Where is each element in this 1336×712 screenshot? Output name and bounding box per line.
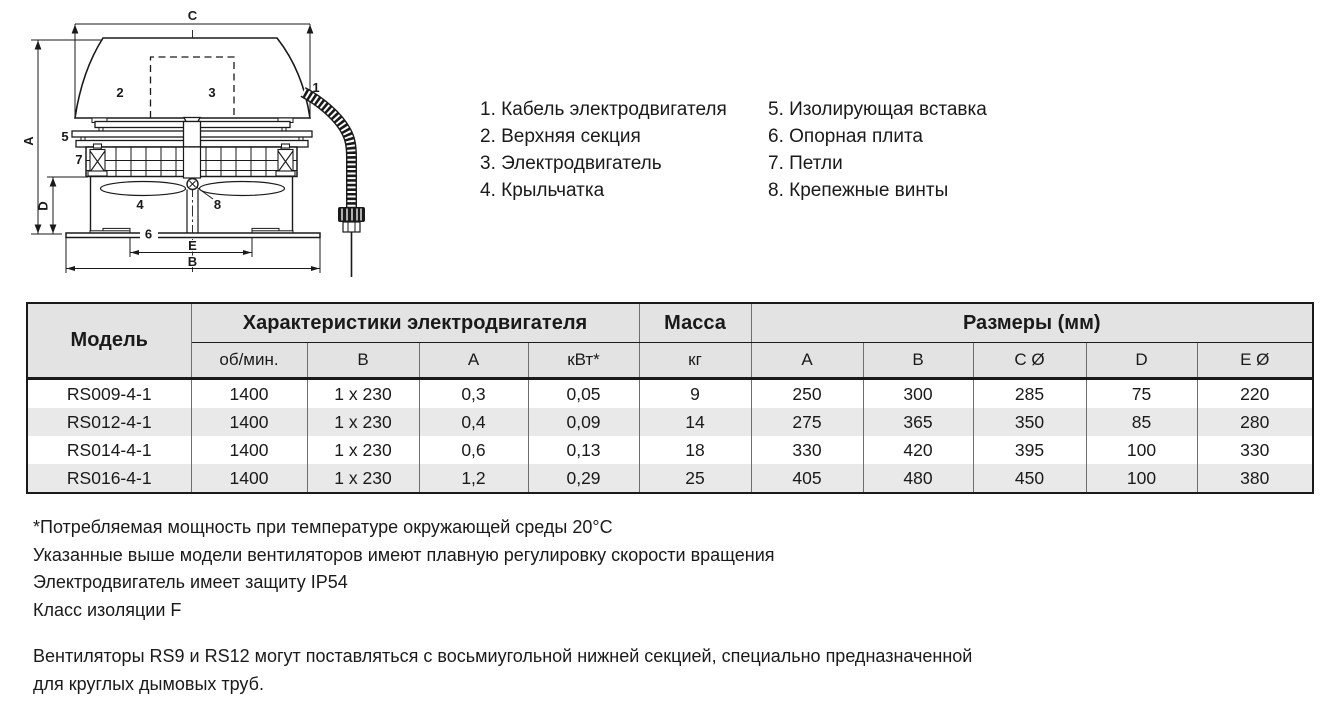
part-label-1: 1 (312, 80, 320, 95)
cell-volts: 1 x 230 (307, 408, 419, 436)
footnote-line: Класс изоляции F (33, 599, 182, 620)
dim-label-b: B (187, 254, 198, 269)
cell-kg: 14 (639, 408, 751, 436)
col-header-dim-d: D (1086, 343, 1197, 379)
col-header-dim-e: E Ø (1197, 343, 1313, 379)
table-row (27, 379, 1313, 409)
part-label-3: 3 (208, 85, 216, 100)
spec-table (26, 302, 1314, 494)
legend-item: 4. Крыльчатка (480, 180, 605, 201)
legend-item: 1. Кабель электродвигателя (480, 99, 727, 120)
col-header-dim-b: B (863, 343, 973, 379)
part-label-8: 8 (213, 197, 222, 212)
cell-dim-a: 330 (751, 436, 863, 464)
legend-item: 6. Опорная плита (768, 126, 923, 147)
cell-kw: 0,05 (528, 379, 639, 409)
cell-rpm: 1400 (191, 464, 307, 493)
cell-rpm: 1400 (191, 379, 307, 409)
cell-volts: 1 x 230 (307, 379, 419, 409)
cell-kw: 0,29 (528, 464, 639, 493)
footnotes-block (33, 514, 775, 624)
cable-conduit (303, 92, 365, 277)
cell-dim-a: 250 (751, 379, 863, 409)
cell-dim-e: 280 (1197, 408, 1313, 436)
cell-model: RS012-4-1 (27, 408, 191, 436)
cell-model: RS009-4-1 (27, 379, 191, 409)
cell-dim-a: 275 (751, 408, 863, 436)
cell-amps: 0,6 (419, 436, 528, 464)
col-header-dim-c: C Ø (973, 343, 1086, 379)
table-subheader-row (27, 343, 1313, 379)
cell-model: RS014-4-1 (27, 436, 191, 464)
legend-item: 3. Электродвигатель (480, 153, 662, 174)
part-label-5: 5 (61, 129, 69, 144)
part-label-6: 6 (144, 226, 153, 242)
dim-label-e: E (188, 238, 197, 253)
support-plate (66, 228, 320, 237)
cell-amps: 0,4 (419, 408, 528, 436)
cell-dim-b: 480 (863, 464, 973, 493)
cell-volts: 1 x 230 (307, 464, 419, 493)
cell-amps: 1,2 (419, 464, 528, 493)
col-header-dim-a: A (751, 343, 863, 379)
cell-rpm: 1400 (191, 408, 307, 436)
cell-dim-c: 395 (973, 436, 1086, 464)
cell-dim-e: 330 (1197, 436, 1313, 464)
col-header-kw: кВт* (528, 343, 639, 379)
footnote-line: Указанные выше модели вентиляторов имеют плавную регулировку скорости вращения (33, 544, 775, 565)
cell-dim-b: 420 (863, 436, 973, 464)
cell-dim-b: 300 (863, 379, 973, 409)
legend-item: 7. Петли (768, 153, 843, 174)
footer-paragraph (33, 643, 972, 698)
cell-dim-c: 285 (973, 379, 1086, 409)
cell-dim-d: 100 (1086, 464, 1197, 493)
table-row (27, 436, 1313, 464)
parts-legend (480, 96, 1056, 204)
cell-amps: 0,3 (419, 379, 528, 409)
col-header-amps: А (419, 343, 528, 379)
legend-item: 5. Изолирующая вставка (768, 99, 987, 120)
col-header-mass-group: Масса (639, 303, 751, 343)
cell-dim-d: 85 (1086, 408, 1197, 436)
legend-column-2 (768, 96, 1056, 204)
table-group-header-row (27, 303, 1313, 343)
table-row (27, 408, 1313, 436)
mesh-grille (86, 147, 297, 178)
dim-label-c: C (187, 8, 198, 23)
legend-item: 2. Верхняя секция (480, 126, 641, 147)
col-header-rpm: об/мин. (191, 343, 307, 379)
col-header-kg: кг (639, 343, 751, 379)
legend-column-1 (480, 96, 768, 204)
legend-item: 8. Крепежные винты (768, 180, 949, 201)
top-cap (75, 38, 310, 123)
dim-label-d: D (35, 201, 51, 211)
part-label-2: 2 (116, 85, 124, 100)
table-row (27, 464, 1313, 493)
cell-dim-e: 220 (1197, 379, 1313, 409)
dimension-d (47, 177, 88, 234)
cell-rpm: 1400 (191, 436, 307, 464)
footnote-line: Электродвигатель имеет защиту IP54 (33, 572, 348, 592)
cell-kw: 0,13 (528, 436, 639, 464)
cell-kg: 18 (639, 436, 751, 464)
footer-line: для круглых дымовых труб. (33, 673, 264, 694)
cell-model: RS016-4-1 (27, 464, 191, 493)
cell-kg: 25 (639, 464, 751, 493)
cell-dim-e: 380 (1197, 464, 1313, 493)
fan-drawing-svg (0, 0, 430, 295)
footnote-line: *Потребляемая мощность при температуре окружающей среды 20°C (33, 517, 613, 537)
col-header-model: Модель (27, 303, 191, 379)
cell-dim-b: 365 (863, 408, 973, 436)
cell-dim-a: 405 (751, 464, 863, 493)
col-header-volts: В (307, 343, 419, 379)
cell-dim-d: 75 (1086, 379, 1197, 409)
part-label-4: 4 (136, 197, 144, 212)
cell-kw: 0,09 (528, 408, 639, 436)
fan-technical-drawing (0, 0, 430, 295)
cell-kg: 9 (639, 379, 751, 409)
footer-line: Вентиляторы RS9 и RS12 могут поставляться с восьмиугольной нижней секцией, специально предназначенной (33, 646, 973, 666)
cell-dim-c: 350 (973, 408, 1086, 436)
plates-stack (72, 118, 312, 148)
cell-volts: 1 x 230 (307, 436, 419, 464)
part-label-7: 7 (75, 152, 83, 167)
dim-label-a: A (21, 136, 36, 146)
col-header-dimensions-group: Размеры (мм) (751, 303, 1313, 343)
cell-dim-d: 100 (1086, 436, 1197, 464)
col-header-motor-group: Характеристики электродвигателя (191, 303, 639, 343)
cell-dim-c: 450 (973, 464, 1086, 493)
